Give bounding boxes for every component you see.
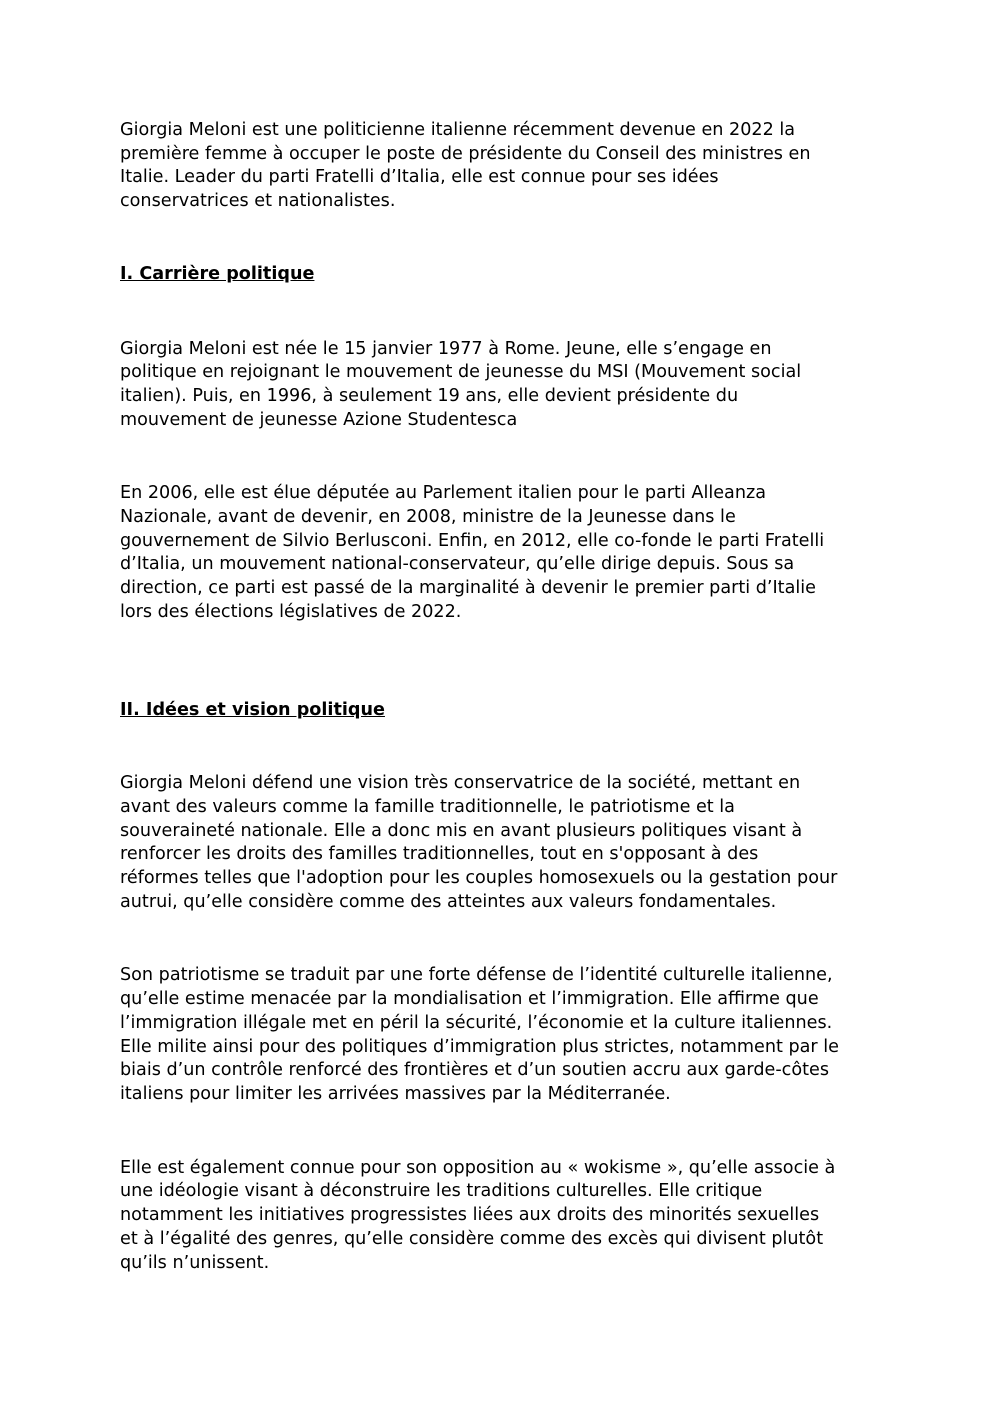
paragraph-wokisme: Elle est également connue pour son opposition au « wokisme », qu’elle associe à une idéologie visant à déconstruire les traditions culturelles. Elle critique notamment les initiatives progressistes liées aux droits des minorités sexuelles et à l’égalité des genres, qu’elle considère comme des excès qui divisent plutôt qu’ils n’unissent. xyxy=(120,1157,836,1273)
paragraph-conservative-vision: Giorgia Meloni défend une vision très conservatrice de la société, mettant en avant des valeurs comme la famille traditionnelle, le patriotisme et la souveraineté nationale. Elle a donc mis en avant plusieurs politiques visant à renforcer les droits des familles traditionnelles, tout en s'opposant à des réformes telles que l'adoption pour les couples homosexuels ou la gestation pour autrui, qu’elle considère comme des atteintes aux valeurs fondamentales. xyxy=(120,773,838,912)
paragraph-patriotism: Son patriotisme se traduit par une forte défense de l’identité culturelle italienne, qu’elle estime menacée par la mondialisation et l’immigration. Elle affirme que l’immigration illégale met en péril la sécurité, l’économie et la culture italiennes. Elle milite ainsi pour des politiques d’immigration plus strictes, notamment par le biais d’un contrôle renforcé des frontières et d’un soutien accru aux garde-côtes italiens pour limiter les arrivées massives par la Méditerranée. xyxy=(120,965,839,1104)
document-page xyxy=(120,119,880,1275)
section-heading-idees: II. Idées et vision politique xyxy=(120,699,385,720)
paragraph-later-career: En 2006, elle est élue députée au Parlement italien pour le parti Alleanza Nazionale, avant de devenir, en 2008, ministre de la Jeunesse dans le gouvernement de Silvio Berlusconi. Enfin, en 2012, elle co-fonde le parti Fratelli d’Italia, un mouvement national-conservateur, qu’elle dirige depuis. Sous sa direction, ce parti est passé de la marginalité à devenir le premier parti d’Italie lors des élections législatives de 2022. xyxy=(120,483,825,622)
paragraph-early-career: Giorgia Meloni est née le 15 janvier 1977 à Rome. Jeune, elle s’engage en politique en rejoignant le mouvement de jeunesse du MSI (Mouvement social italien). Puis, en 1996, à seulement 19 ans, elle devient présidente du mouvement de jeunesse Azione Studentesca xyxy=(120,338,802,430)
intro-paragraph: Giorgia Meloni est une politicienne italienne récemment devenue en 2022 la première femme à occuper le poste de présidente du Conseil des ministres en Italie. Leader du parti Fratelli d’Italia, elle est connue pour ses idées conservatrices et nationalistes. xyxy=(120,120,811,212)
section-heading-carriere: I. Carrière politique xyxy=(120,263,315,284)
